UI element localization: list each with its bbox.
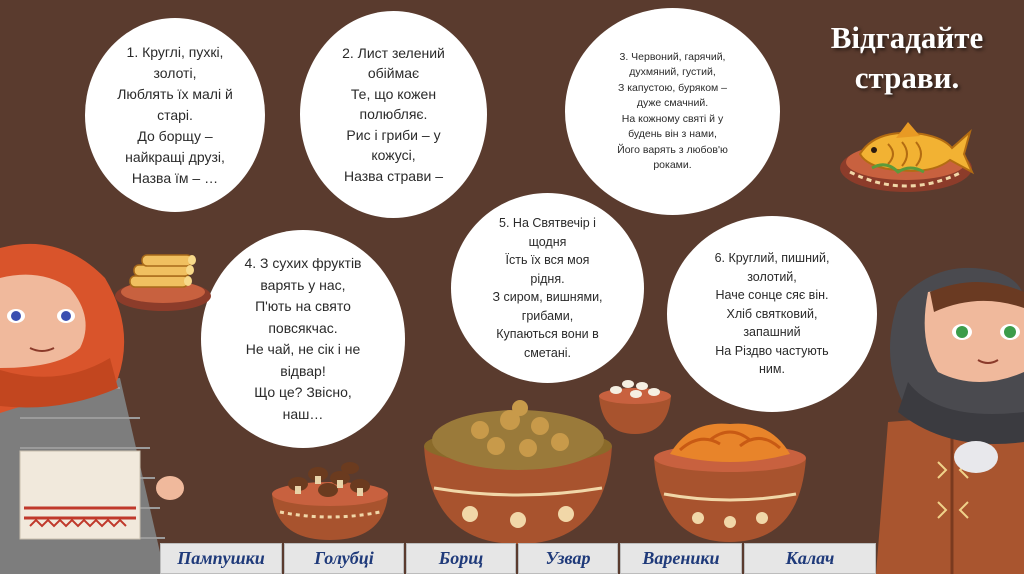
girl-grey-scarf-illustration	[868, 262, 1024, 574]
mushrooms-bowl-illustration	[268, 456, 392, 542]
fish-plate-illustration	[836, 108, 976, 196]
answer-tab-uzvar[interactable]: Узвар	[518, 543, 618, 574]
riddle-text-3: 3. Червоний, гарячий, духмяний, густий, З капустою, буряком – дуже смачний. На кожному святі й у будень він з нами, Його варять з любов'ю роками.	[617, 50, 728, 171]
answer-tab-borshch[interactable]: Борщ	[406, 543, 516, 574]
riddle-circle-3	[565, 8, 780, 215]
riddle-circle-6	[667, 216, 877, 412]
cabbage-bowl-illustration	[650, 414, 810, 546]
answer-tab-kalach[interactable]: Калач	[744, 543, 876, 574]
kutia-bowl-illustration	[420, 398, 616, 548]
riddle-text-4: 4. З сухих фруктів варять у нас, П'ють на свято повсякчас. Не чай, не сік і не відвар! Що це? Звісно, наш…	[244, 255, 362, 422]
page-title: Відгадайте страви.	[830, 20, 984, 95]
riddle-circle-5	[451, 193, 644, 383]
riddle-text-5: 5. На Святвечір і щодня Їсть їх вся моя рідня. З сиром, вишнями, грибами, Купаються вони в сметані.	[492, 216, 603, 360]
girl-red-scarf-illustration	[0, 238, 185, 574]
riddle-text-2: 2. Лист зелений обіймає Те, що кожен полюбляє. Рис і гриби – у кожусі, Назва страви –	[342, 44, 445, 184]
answer-tab-pampushky[interactable]: Пампушки	[160, 543, 282, 574]
riddle-circle-4	[201, 230, 405, 448]
riddle-circle-1	[85, 18, 265, 212]
riddle-text-6: 6. Круглий, пишний, золотий, Наче сонце сяє він. Хліб святковий, запашний На Різдво частують ним.	[714, 251, 830, 377]
answer-tab-holubtsi[interactable]: Голубці	[284, 543, 404, 574]
riddle-text-1: 1. Круглі, пухкі, золоті, Люблять їх малі й старі. До борщу – найкращі друзі, Назва їм – …	[117, 43, 233, 186]
answer-tab-varenyky[interactable]: Вареники	[620, 543, 742, 574]
riddle-circle-2	[300, 11, 487, 218]
